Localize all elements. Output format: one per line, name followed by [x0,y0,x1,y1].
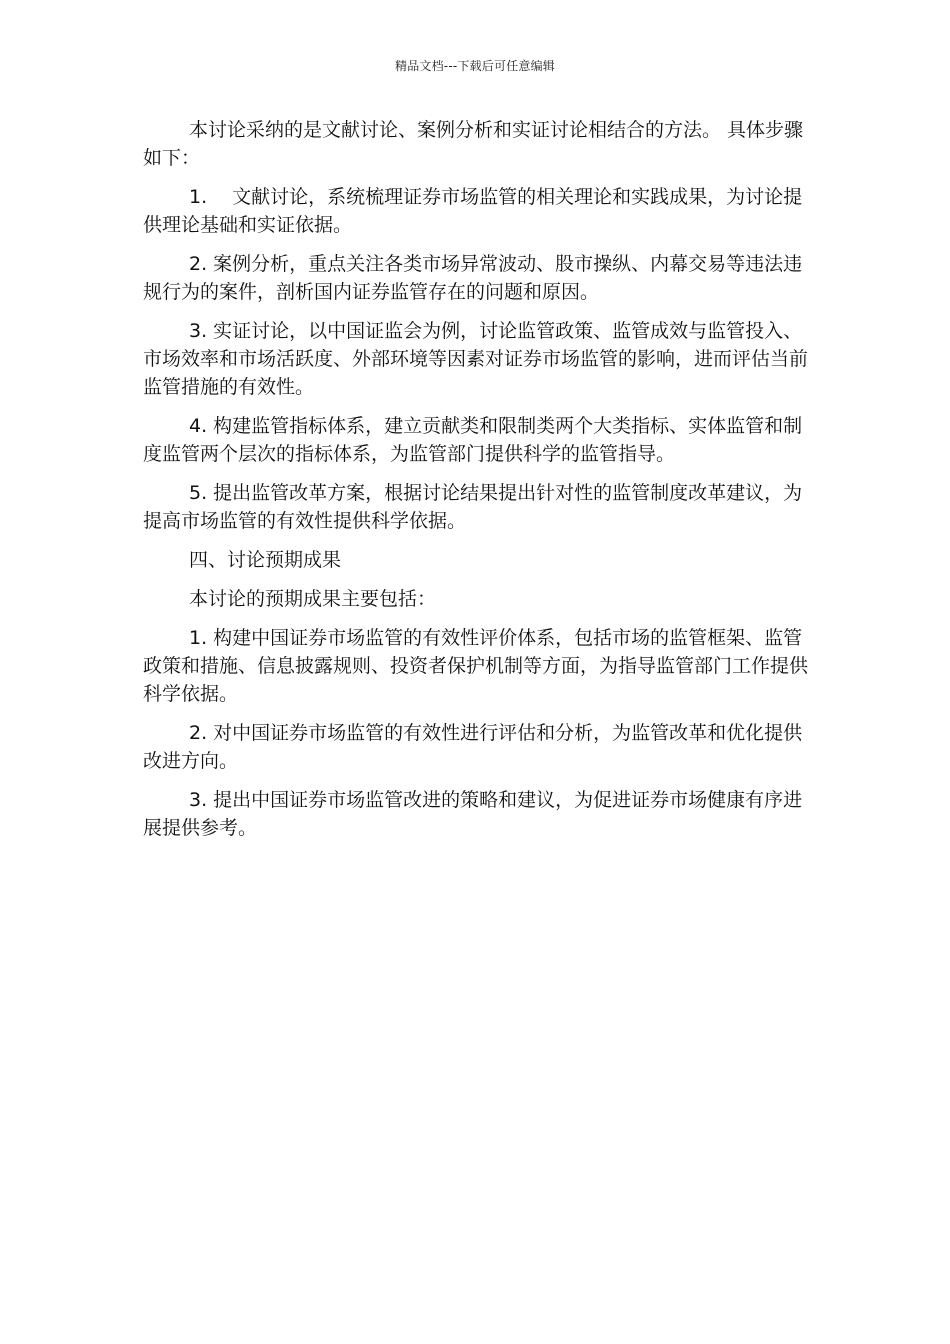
paragraph-method-intro: 本讨论采纳的是文献讨论、案例分析和实证讨论相结合的方法。 具体步骤如下： [143,119,804,169]
paragraph-step-1: 1. 文献讨论，系统梳理证券市场监管的相关理论和实践成果，为讨论提供理论基础和实证依据。 [143,186,803,236]
page-header: 精品文档---下载后可任意编辑 [395,59,555,73]
section-heading-expected-results: 四、讨论预期成果 [189,549,342,571]
paragraph-result-2: 2. 对中国证券市场监管的有效性进行评估和分析，为监管改革和优化提供改进方向。 [143,722,803,772]
paragraph-result-1: 1. 构建中国证券市场监管的有效性评价体系，包括市场的监管框架、监管政策和措施、信息披露规则、投资者保护机制等方面，为指导监管部门工作提供科学依据。 [143,627,809,705]
paragraph-step-5: 5. 提出监管改革方案，根据讨论结果提出针对性的监管制度改革建议，为提高市场监管的有效性提供科学依据。 [143,482,803,532]
document-body [143,116,810,853]
paragraph-step-3: 3. 实证讨论，以中国证监会为例，讨论监管政策、监管成效与监管投入、市场效率和市场活跃度、外部环境等因素对证券市场监管的影响，进而评估当前监管措施的有效性。 [143,320,809,398]
paragraph-step-2: 2. 案例分析，重点关注各类市场异常波动、股市操纵、内幕交易等违法违规行为的案件，剖析国内证券监管存在的问题和原因。 [143,253,803,303]
paragraph-results-intro: 本讨论的预期成果主要包括： [189,588,437,610]
paragraph-result-3: 3. 提出中国证券市场监管改进的策略和建议，为促进证券市场健康有序进展提供参考。 [143,789,803,839]
paragraph-step-4: 4. 构建监管指标体系，建立贡献类和限制类两个大类指标、实体监管和制度监管两个层次的指标体系，为监管部门提供科学的监管指导。 [143,415,803,465]
